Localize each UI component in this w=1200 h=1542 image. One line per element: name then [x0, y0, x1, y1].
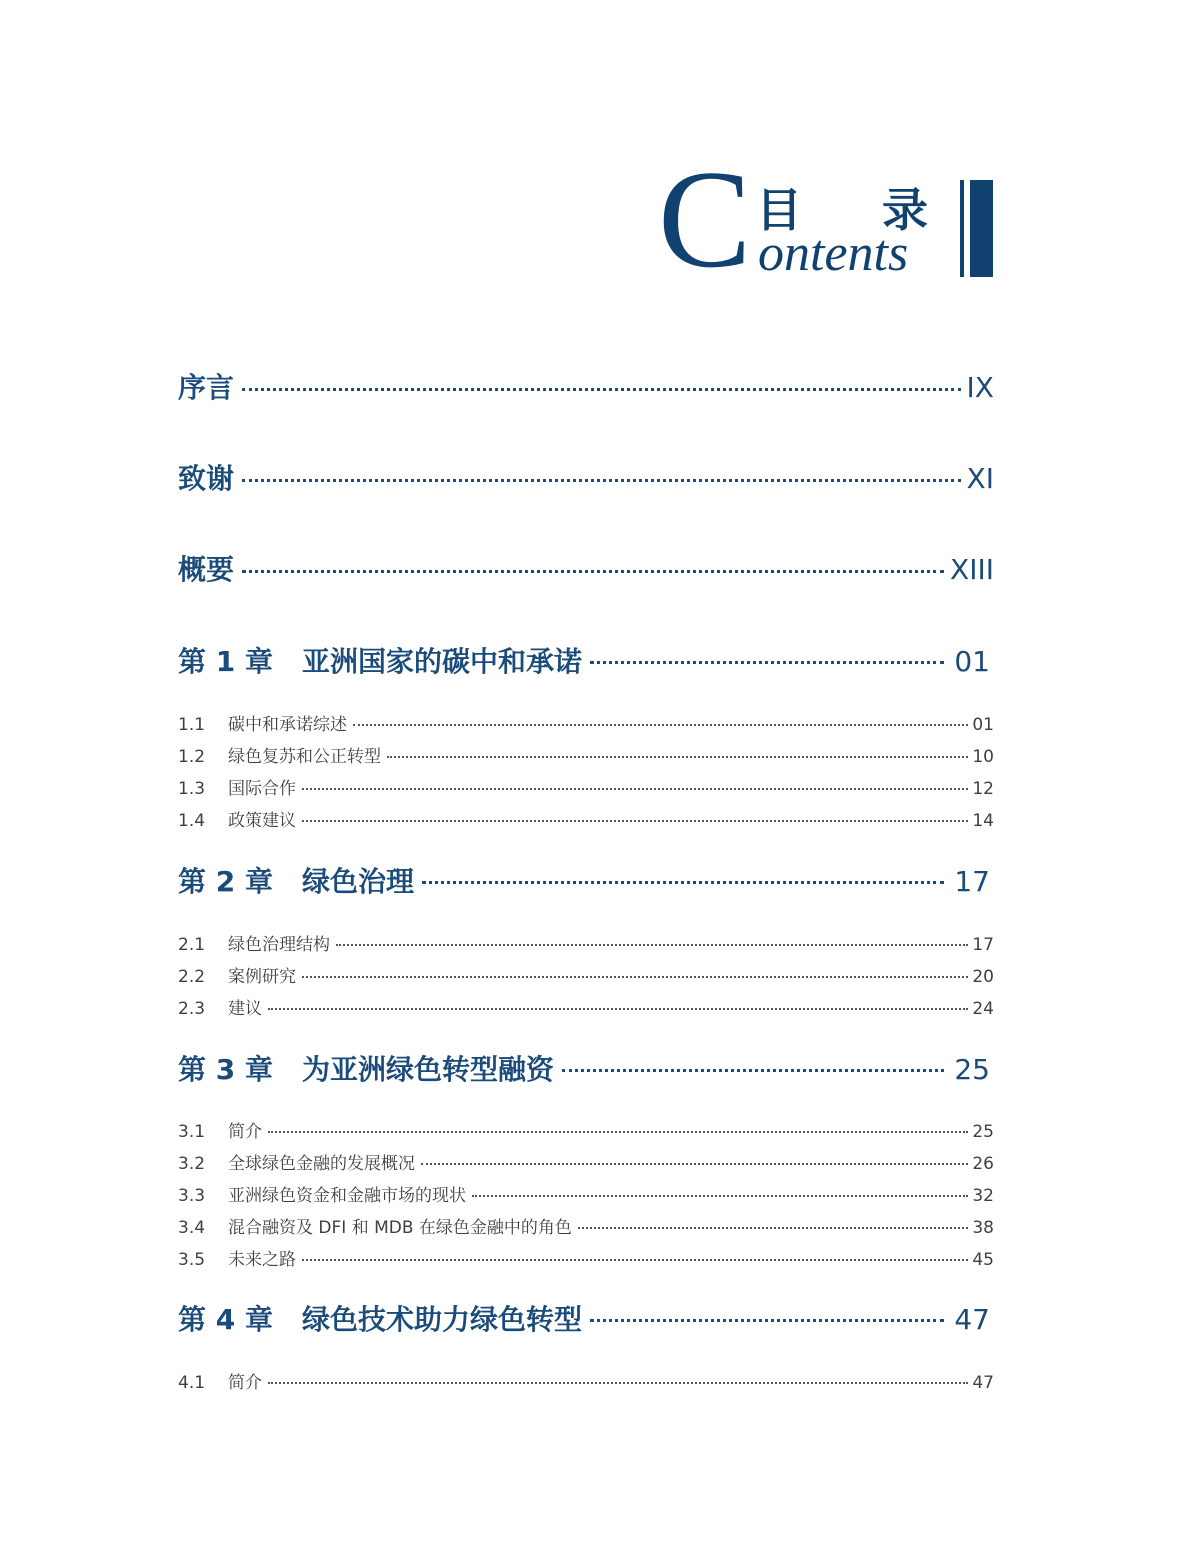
section-page: 12	[972, 779, 994, 799]
section-number: 3.4	[178, 1218, 206, 1238]
title-cn-mu: 目	[756, 183, 802, 237]
dot-leader	[562, 1069, 944, 1072]
dot-leader	[268, 1131, 968, 1133]
chapter-title: 为亚洲绿色转型融资	[302, 1053, 555, 1086]
dot-leader	[578, 1227, 968, 1229]
section-title: 亚洲绿色资金和金融市场的现状	[228, 1186, 466, 1206]
section-title: 全球绿色金融的发展概况	[228, 1154, 415, 1174]
section-number: 1.4	[178, 811, 206, 831]
dot-leader	[387, 756, 968, 758]
toc-section-1-2[interactable]	[178, 742, 994, 767]
toc-section-2-2[interactable]	[178, 962, 994, 987]
chapter-page: 47	[954, 1303, 990, 1336]
section-number: 2.1	[178, 935, 206, 955]
toc-entry-title: 序言	[178, 371, 235, 404]
section-page: 26	[972, 1154, 994, 1174]
section-page: 24	[972, 999, 994, 1019]
toc-chapter-3[interactable]	[178, 1048, 994, 1088]
toc-section-2-1[interactable]	[178, 930, 994, 955]
section-page: 14	[972, 811, 994, 831]
section-number: 3.3	[178, 1186, 206, 1206]
section-page: 20	[972, 967, 994, 987]
section-page: 01	[972, 715, 994, 735]
chapter-title: 绿色治理	[302, 865, 415, 898]
section-title: 混合融资及 DFI 和 MDB 在绿色金融中的角色	[228, 1218, 572, 1238]
dot-leader	[336, 944, 968, 946]
toc-entry-acknowledgements[interactable]	[178, 457, 994, 497]
chapter-page: 25	[954, 1053, 990, 1086]
section-title: 国际合作	[228, 779, 296, 799]
dot-leader	[590, 1319, 944, 1322]
toc-section-3-1[interactable]	[178, 1117, 994, 1142]
toc-entry-summary[interactable]	[178, 548, 994, 588]
decorative-bar-thin	[960, 180, 964, 277]
toc-section-3-4[interactable]	[178, 1213, 994, 1238]
dot-leader	[472, 1195, 968, 1197]
toc-entry-page: IX	[966, 371, 994, 404]
section-number: 2.3	[178, 999, 206, 1019]
toc-chapter-2[interactable]	[178, 860, 994, 900]
dot-leader	[421, 1163, 968, 1165]
dot-leader	[268, 1008, 968, 1010]
title-cn-lu: 录	[882, 183, 928, 237]
section-title: 简介	[228, 1122, 262, 1142]
section-title: 绿色治理结构	[228, 935, 330, 955]
section-number: 3.5	[178, 1250, 206, 1270]
section-title: 未来之路	[228, 1250, 296, 1270]
section-page: 45	[972, 1250, 994, 1270]
section-number: 1.3	[178, 779, 206, 799]
chapter-label: 第 4 章	[178, 1303, 273, 1336]
section-page: 32	[972, 1186, 994, 1206]
chapter-label: 第 3 章	[178, 1053, 273, 1086]
dot-leader	[242, 388, 961, 391]
dot-leader	[302, 820, 968, 822]
section-title: 建议	[228, 999, 262, 1019]
toc-section-1-4[interactable]	[178, 806, 994, 831]
dot-leader	[302, 788, 968, 790]
chapter-page: 17	[954, 865, 990, 898]
toc-section-1-1[interactable]	[178, 710, 994, 735]
section-page: 47	[972, 1373, 994, 1393]
dot-leader	[302, 1259, 968, 1261]
chapter-page: 01	[954, 645, 990, 678]
section-title: 简介	[228, 1373, 262, 1393]
contents-title	[650, 142, 1000, 297]
chapter-label: 第 2 章	[178, 865, 273, 898]
section-number: 2.2	[178, 967, 206, 987]
dot-leader	[590, 661, 944, 664]
title-en-contents: ontents	[758, 225, 909, 282]
section-page: 25	[972, 1122, 994, 1142]
toc-chapter-1[interactable]	[178, 640, 994, 680]
toc-section-1-3[interactable]	[178, 774, 994, 799]
toc-entry-preface[interactable]	[178, 366, 994, 406]
toc-entry-page: XI	[966, 462, 994, 495]
dot-leader	[302, 976, 968, 978]
section-title: 政策建议	[228, 811, 296, 831]
section-page: 10	[972, 747, 994, 767]
dot-leader	[242, 570, 944, 573]
section-title: 案例研究	[228, 967, 296, 987]
toc-section-3-5[interactable]	[178, 1245, 994, 1270]
section-number: 3.1	[178, 1122, 206, 1142]
section-title: 碳中和承诺综述	[228, 715, 347, 735]
title-initial: C	[658, 142, 748, 297]
toc-section-4-1[interactable]	[178, 1368, 994, 1393]
toc-chapter-4[interactable]	[178, 1298, 994, 1338]
toc-section-2-3[interactable]	[178, 994, 994, 1019]
section-number: 1.2	[178, 747, 206, 767]
chapter-label: 第 1 章	[178, 645, 273, 678]
toc-entry-title: 概要	[178, 553, 235, 586]
section-page: 17	[972, 935, 994, 955]
decorative-bar-thick	[970, 180, 993, 277]
chapter-title: 亚洲国家的碳中和承诺	[302, 645, 583, 678]
section-title: 绿色复苏和公正转型	[228, 747, 381, 767]
section-number: 1.1	[178, 715, 206, 735]
chapter-title: 绿色技术助力绿色转型	[302, 1303, 583, 1336]
dot-leader	[242, 479, 961, 482]
toc-entry-page: XIII	[950, 553, 994, 586]
toc-entry-title: 致谢	[178, 462, 235, 495]
section-page: 38	[972, 1218, 994, 1238]
dot-leader	[268, 1382, 968, 1384]
dot-leader	[422, 881, 944, 884]
section-number: 3.2	[178, 1154, 206, 1174]
toc-section-3-2[interactable]	[178, 1149, 994, 1174]
dot-leader	[353, 724, 968, 726]
toc-section-3-3[interactable]	[178, 1181, 994, 1206]
section-number: 4.1	[178, 1373, 206, 1393]
